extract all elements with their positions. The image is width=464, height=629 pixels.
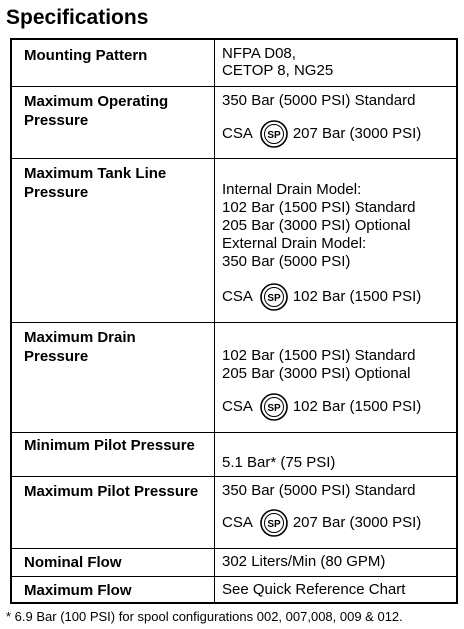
csa-seal-icon — [259, 282, 289, 312]
column-divider — [214, 40, 215, 602]
spec-label-max-operating-pressure: Maximum Operating Pressure — [24, 93, 169, 129]
row-divider — [12, 548, 456, 549]
csa-rating — [222, 392, 421, 422]
spec-value: 5.1 Bar* (75 PSI) — [222, 454, 336, 471]
svg-text:SP: SP — [267, 293, 281, 304]
csa-value: 102 Bar (1500 PSI) — [292, 398, 422, 415]
spec-value: 102 Bar (1500 PSI) Standard — [222, 347, 416, 364]
csa-seal-icon — [259, 392, 289, 422]
csa-rating — [222, 508, 421, 538]
csa-label: CSA — [222, 125, 253, 142]
csa-label: CSA — [222, 514, 253, 531]
spec-value: CETOP 8, NG25 — [222, 62, 334, 79]
csa-value: 207 Bar (3000 PSI) — [292, 514, 422, 531]
spec-value: External Drain Model: — [222, 235, 367, 252]
csa-seal-icon — [259, 119, 289, 149]
spec-label-min-pilot-pressure: Minimum Pilot Pressure — [24, 437, 195, 454]
spec-value: 350 Bar (5000 PSI) — [222, 253, 351, 270]
spec-value: 205 Bar (3000 PSI) Optional — [222, 217, 411, 234]
row-divider — [12, 158, 456, 159]
svg-text:SP: SP — [267, 130, 281, 141]
specifications-table — [10, 38, 458, 604]
spec-value: See Quick Reference Chart — [222, 581, 406, 598]
csa-value: 102 Bar (1500 PSI) — [292, 288, 422, 305]
csa-label: CSA — [222, 288, 253, 305]
spec-label-max-drain-pressure: Maximum Drain Pressure — [24, 329, 136, 365]
spec-value: NFPA D08, — [222, 45, 296, 62]
csa-seal-icon — [259, 508, 289, 538]
row-divider — [12, 86, 456, 87]
svg-text:SP: SP — [267, 519, 281, 530]
footnote: * 6.9 Bar (100 PSI) for spool configurations 002, 007,008, 009 & 012. — [6, 609, 403, 624]
spec-value: 350 Bar (5000 PSI) Standard — [222, 482, 416, 499]
spec-value: 350 Bar (5000 PSI) Standard — [222, 92, 416, 109]
spec-label-max-pilot-pressure: Maximum Pilot Pressure — [24, 483, 199, 500]
row-divider — [12, 322, 456, 323]
row-divider — [12, 576, 456, 577]
spec-value: 205 Bar (3000 PSI) Optional — [222, 365, 411, 382]
spec-value: Internal Drain Model: — [222, 181, 362, 198]
csa-rating — [222, 282, 421, 312]
row-divider — [12, 476, 456, 477]
csa-label: CSA — [222, 398, 253, 415]
csa-rating — [222, 119, 421, 149]
row-divider — [12, 432, 456, 433]
csa-value: 207 Bar (3000 PSI) — [292, 125, 422, 142]
page-title: Specifications — [6, 6, 149, 29]
spec-label-nominal-flow: Nominal Flow — [24, 554, 122, 571]
svg-text:SP: SP — [267, 403, 281, 414]
spec-label-maximum-flow: Maximum Flow — [24, 582, 132, 599]
spec-value: 302 Liters/Min (80 GPM) — [222, 553, 386, 570]
spec-label-max-tank-line-pressure: Maximum Tank Line Pressure — [24, 165, 167, 201]
spec-label-mounting-pattern: Mounting Pattern — [24, 47, 148, 64]
spec-value: 102 Bar (1500 PSI) Standard — [222, 199, 416, 216]
